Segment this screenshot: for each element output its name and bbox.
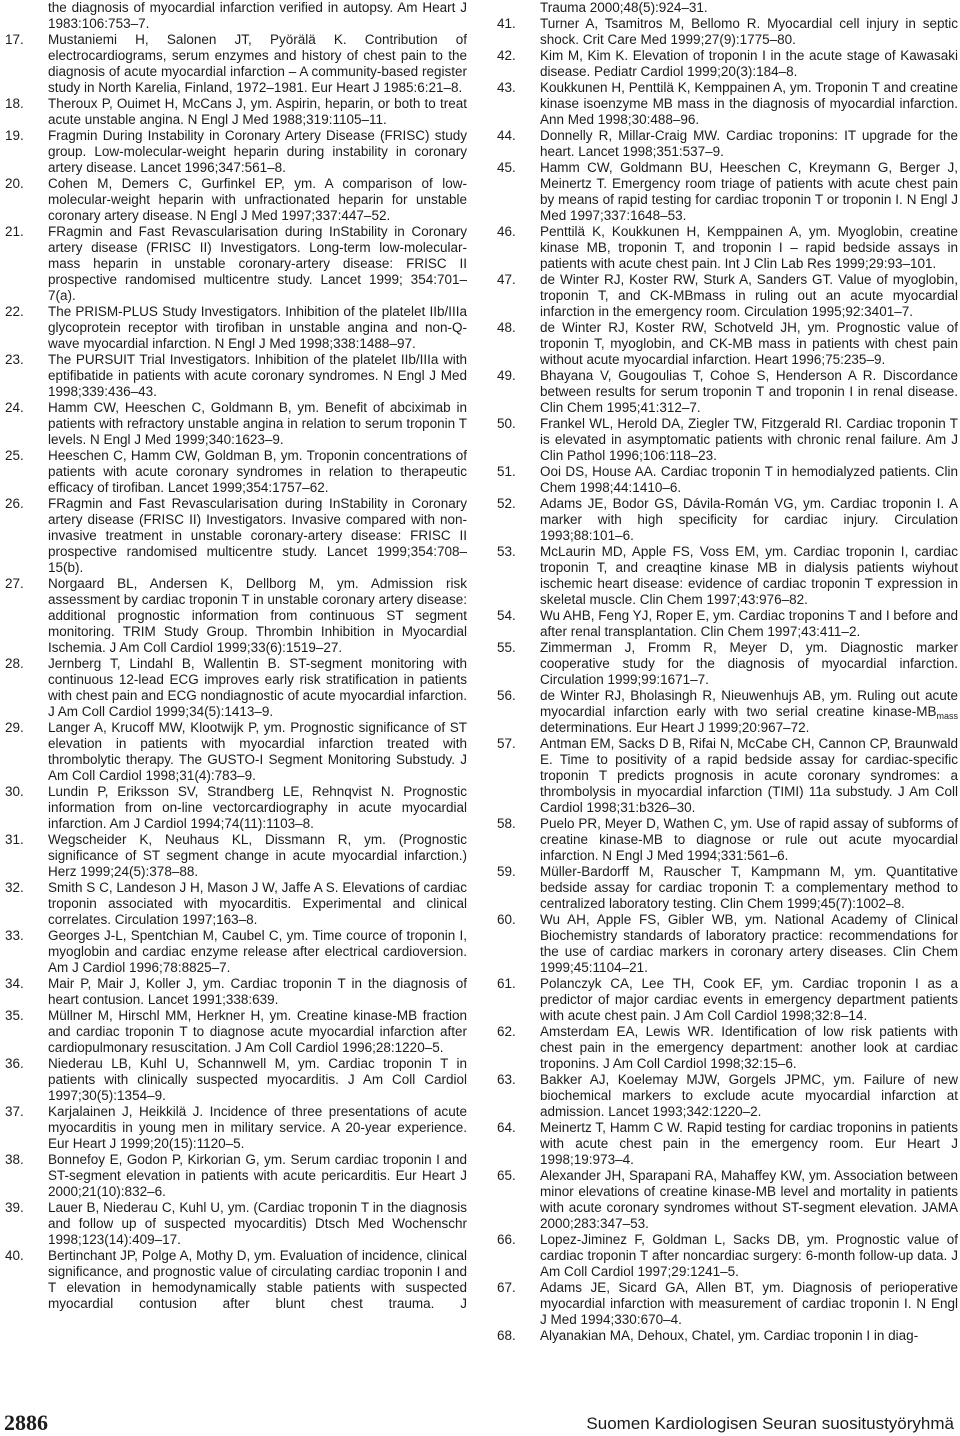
reference-item-29 — [5, 720, 467, 784]
reference-text: Fragmin During Instability in Coronary Artery Disease (FRISC) study group. Low-molecular-weight heparin during instability in coronary artery disease. Lancet 1996;347:561–8. — [48, 128, 467, 175]
reference-text: Adams JE, Bodor GS, Dávila-Román VG, ym. Cardiac troponin I. A marker with high specificity for cardiac injury. Circulation 1993;88:101–6. — [540, 496, 958, 543]
reference-number: 31. — [5, 832, 24, 847]
reference-text: Adams JE, Sicard GA, Allen BT, ym. Diagnosis of perioperative myocardial infarction with measurement of cardiac troponin I. N Engl J Med 1994;330:670–4. — [540, 1280, 958, 1327]
reference-item-26 — [5, 496, 467, 576]
reference-item-53 — [497, 544, 958, 608]
reference-text: FRagmin and Fast Revascularisation during InStability in Coronary artery disease (FRISC II) Investigators. Invasive compared with non-invasive treatment in unstable coronary-artery disease: FRISC II prospective randomised multicentre study. Lancet 1999;354:708–15(b). — [48, 496, 467, 575]
reference-number: 24. — [5, 400, 24, 415]
reference-number: 21. — [5, 224, 24, 239]
reference-item-64 — [497, 1120, 958, 1168]
reference-item-49 — [497, 368, 958, 416]
reference-number: 60. — [497, 912, 516, 927]
reference-text: Frankel WL, Herold DA, Ziegler TW, Fitzgerald RI. Cardiac troponin T is elevated in asymptomatic patients with chronic renal failure. Am J Clin Pathol 1996;106:118–23. — [540, 416, 958, 463]
reference-number: 51. — [497, 464, 516, 479]
reference-text: Puelo PR, Meyer D, Wathen C, ym. Use of rapid assay of subforms of creatine kinase-MB to diagnose or rule out acute myocardial infarction. N Engl J Med 1994;331:561–6. — [540, 816, 958, 863]
reference-text: Meinertz T, Hamm C W. Rapid testing for cardiac troponins in patients with acute chest pain in the emergency room. Eur Heart J 1998;19:973–4. — [540, 1120, 958, 1167]
reference-text: Müller-Bardorff M, Rauscher T, Kampmann M, ym. Quantitative bedside assay for cardiac troponin T: a complementary method to centralized laboratory testing. Clin Chem 1999;45(7):1002–8. — [540, 864, 958, 911]
reference-number: 44. — [497, 128, 516, 143]
reference-item-19 — [5, 128, 467, 176]
reference-number: 39. — [5, 1200, 24, 1215]
reference-number: 20. — [5, 176, 24, 191]
reference-number: 17. — [5, 32, 24, 47]
reference-item-17 — [5, 32, 467, 96]
reference-text: Heeschen C, Hamm CW, Goldman B, ym. Troponin concentrations of patients with acute coronary syndromes in relation to therapeutic efficacy of tirofiban. Lancet 1999;354:1757–62. — [48, 448, 467, 495]
reference-number: 50. — [497, 416, 516, 431]
reference-text: Bonnefoy E, Godon P, Kirkorian G, ym. Serum cardiac troponin I and ST-segment elevation in patients with acute pericarditis. Eur Heart J 2000;21(10):832–6. — [48, 1152, 467, 1199]
reference-number: 32. — [5, 880, 24, 895]
reference-item-31 — [5, 832, 467, 880]
reference-item-60 — [497, 912, 958, 976]
reference-number: 43. — [497, 80, 516, 95]
reference-text: Niederau LB, Kuhl U, Schannwell M, ym. Cardiac troponin T in patients with clinically suspected myocarditis. J Am Coll Cardiol 1997;30(5):1354–9. — [48, 1056, 467, 1103]
reference-number: 61. — [497, 976, 516, 991]
reference-number: 35. — [5, 1008, 24, 1023]
reference-item-30 — [5, 784, 467, 832]
reference-text: Wegscheider K, Neuhaus KL, Dissmann R, ym. (Prognostic significance of ST segment change in acute myocardial infarction.) Herz 1999;24(5):378–88. — [48, 832, 467, 879]
reference-continuation: the diagnosis of myocardial infarction verified in autopsy. Am Heart J 1983:106:753–7. — [48, 0, 467, 31]
reference-text: Bakker AJ, Koelemay MJW, Gorgels JPMC, ym. Failure of new biochemical markers to exclude acute myocardial infarction at admission. Lancet 1993;342:1220–2. — [540, 1072, 958, 1119]
reference-number: 52. — [497, 496, 516, 511]
reference-item-44 — [497, 128, 958, 160]
reference-item-25 — [5, 448, 467, 496]
reference-number: 33. — [5, 928, 24, 943]
reference-number: 49. — [497, 368, 516, 383]
reference-number: 36. — [5, 1056, 24, 1071]
reference-item-41 — [497, 16, 958, 48]
reference-number: 62. — [497, 1024, 516, 1039]
reference-number: 47. — [497, 272, 516, 287]
reference-number: 26. — [5, 496, 24, 511]
reference-item-68 — [497, 1328, 958, 1344]
reference-number: 45. — [497, 160, 516, 175]
reference-item-34 — [5, 976, 467, 1008]
reference-text: FRagmin and Fast Revascularisation during InStability in Coronary artery disease (FRISC II) Investigators. Long-term low-molecular-mass heparin in unstable coronary-artery disease: FRISC II prospective randomised multicentre study. Lancet 1999; 354:701–7(a). — [48, 224, 467, 303]
reference-column-left — [5, 0, 467, 1312]
reference-item-45 — [497, 160, 958, 224]
reference-item-27 — [5, 576, 467, 656]
reference-text: Lopez-Jiminez F, Goldman L, Sacks DB, ym. Prognostic value of cardiac troponin T after noncardiac surgery: 6-month follow-up data. J Am Coll Cardiol 1997;29:1241–5. — [540, 1232, 958, 1279]
reference-number: 68. — [497, 1328, 516, 1343]
reference-number: 34. — [5, 976, 24, 991]
reference-number: 48. — [497, 320, 516, 335]
reference-subscript: mass — [936, 711, 958, 721]
reference-item-23 — [5, 352, 467, 400]
reference-text: Donnelly R, Millar-Craig MW. Cardiac troponins: IT upgrade for the heart. Lancet 1998;351:537–9. — [540, 128, 958, 159]
reference-text: Norgaard BL, Andersen K, Dellborg M, ym. Admission risk assessment by cardiac troponin T in unstable coronary artery disease: additional prognostic information from continuous ST segment monitoring. TRIM Study Group. Thrombin Inhibition in Myocardial Ischemia. J Am Coll Cardiol 1999;33(6):1519–27. — [48, 576, 467, 655]
reference-number: 25. — [5, 448, 24, 463]
reference-text: Hamm CW, Goldmann BU, Heeschen C, Kreymann G, Berger J, Meinertz T. Emergency room triage of patients with acute chest pain by means of rapid testing for cardiac troponin T or troponin I. N Engl J Med 1997;337:1648–53. — [540, 160, 958, 223]
reference-text: Cohen M, Demers C, Gurfinkel EP, ym. A comparison of low-molecular-weight heparin with unfractionated heparin for unstable coronary artery disease. N Engl J Med 1997;337:447–52. — [48, 176, 467, 223]
reference-item-39 — [5, 1200, 467, 1248]
reference-item-63 — [497, 1072, 958, 1120]
reference-item-65 — [497, 1168, 958, 1232]
reference-item-48 — [497, 320, 958, 368]
reference-text: Bhayana V, Gougoulias T, Cohoe S, Henderson A R. Discordance between results for serum troponin T and troponin I in renal disease. Clin Chem 1995;41:312–7. — [540, 368, 958, 415]
reference-item-32 — [5, 880, 467, 928]
reference-item-40 — [5, 1248, 467, 1312]
reference-item-59 — [497, 864, 958, 912]
reference-item-61 — [497, 976, 958, 1024]
reference-number: 40. — [5, 1248, 24, 1263]
reference-item-33 — [5, 928, 467, 976]
reference-text: Georges J-L, Spentchian M, Caubel C, ym. Time cource of troponin I, myoglobin and cardiac enzyme release after electrical cardioversion. Am J Cardiol 1996;78:8825–7. — [48, 928, 467, 975]
reference-number: 22. — [5, 304, 24, 319]
reference-text: Lauer B, Niederau C, Kuhl U, ym. (Cardiac troponin T in the diagnosis and follow up of suspected myocarditis) Dtsch Med Wochenschr 1998;123(14):409–17. — [48, 1200, 467, 1247]
reference-number: 55. — [497, 640, 516, 655]
reference-number: 53. — [497, 544, 516, 559]
reference-text: Mustaniemi H, Salonen JT, Pyörälä K. Contribution of electrocardiograms, serum enzymes and history of chest pain to the diagnosis of acute myocardial infarction – A community-based register study in North Karelia, Finland, 1972–1981. Eur Heart J 1985:6:21–8. — [48, 32, 467, 95]
reference-text: Kim M, Kim K. Elevation of troponin I in the acute stage of Kawasaki disease. Pediatr Cardiol 1999;20(3):184–8. — [540, 48, 958, 79]
reference-item-52 — [497, 496, 958, 544]
reference-text: Bertinchant JP, Polge A, Mothy D, ym. Evaluation of incidence, clinical significance, and prognostic value of circulating cardiac troponin I and T elevation in hemodynamically stable patients with suspected myocardial contusion after blunt chest trauma. J — [48, 1248, 467, 1311]
reference-column-right — [497, 0, 958, 1344]
reference-text: Ooi DS, House AA. Cardiac troponin T in hemodialyzed patients. Clin Chem 1998;44:1410–6. — [540, 464, 958, 495]
reference-text: Polanczyk CA, Lee TH, Cook EF, ym. Cardiac troponin I as a predictor of major cardiac events in emergency department patients with acute chest pain. J Am Coll Cardiol 1998;32:8–14. — [540, 976, 958, 1023]
reference-number: 66. — [497, 1232, 516, 1247]
reference-text: Amsterdam EA, Lewis WR. Identification of low risk patients with chest pain in the emergency department: another look at cardiac troponins. J Am Coll Cardiol 1998;32:15–6. — [540, 1024, 958, 1071]
reference-number: 37. — [5, 1104, 24, 1119]
reference-number: 46. — [497, 224, 516, 239]
reference-number: 54. — [497, 608, 516, 623]
reference-item-20 — [5, 176, 467, 224]
reference-item-57 — [497, 736, 958, 816]
reference-item-58 — [497, 816, 958, 864]
page-number: 2886 — [4, 1410, 48, 1435]
reference-number: 30. — [5, 784, 24, 799]
reference-text: Lundin P, Eriksson SV, Strandberg LE, Rehnqvist N. Prognostic information from on-line vectorcardiography in acute myocardial infarction. Am J Cardiol 1994;74(11):1103–8. — [48, 784, 467, 831]
reference-item-54 — [497, 608, 958, 640]
reference-item-50 — [497, 416, 958, 464]
reference-item-21 — [5, 224, 467, 304]
reference-item-46 — [497, 224, 958, 272]
reference-number: 41. — [497, 16, 516, 31]
reference-number: 59. — [497, 864, 516, 879]
reference-number: 38. — [5, 1152, 24, 1167]
reference-text: de Winter RJ, Koster RW, Schotveld JH, ym. Prognostic value of troponin T, myoglobin, and CK-MB mass in patients with chest pain without acute myocardial infarction. Heart 1996;75:235–9. — [540, 320, 958, 367]
reference-text: Turner A, Tsamitros M, Bellomo R. Myocardial cell injury in septic shock. Crit Care Med 1999;27(9):1775–80. — [540, 16, 958, 47]
reference-number: 67. — [497, 1280, 516, 1295]
reference-item-28 — [5, 656, 467, 720]
reference-text: Zimmerman J, Fromm R, Meyer D, ym. Diagnostic marker cooperative study for the diagnosis of myocardial infarction. Circulation 1999;99:1671–7. — [540, 640, 958, 687]
reference-text: The PURSUIT Trial Investigators. Inhibition of the platelet IIb/IIIa with eptifibatide in patients with acute coronary syndromes. N Engl J Med 1998;339:436–43. — [48, 352, 467, 399]
reference-text: Penttilä K, Koukkunen H, Kemppainen A, ym. Myoglobin, creatine kinase MB, troponin T, and troponin I – rapid bedside assays in patients with acute chest pain. Int J Clin Lab Res 1999;29:93–101. — [540, 224, 958, 271]
reference-item-42 — [497, 48, 958, 80]
reference-number: 27. — [5, 576, 24, 591]
reference-number: 19. — [5, 128, 24, 143]
reference-item-47 — [497, 272, 958, 320]
reference-text: Mair P, Mair J, Koller J, ym. Cardiac troponin T in the diagnosis of heart contusion. Lancet 1991;338:639. — [48, 976, 467, 1007]
reference-item-36 — [5, 1056, 467, 1104]
reference-item-38 — [5, 1152, 467, 1200]
reference-number: 42. — [497, 48, 516, 63]
reference-number: 23. — [5, 352, 24, 367]
reference-item-37 — [5, 1104, 467, 1152]
reference-text: Smith S C, Landeson J H, Mason J W, Jaffe A S. Elevations of cardiac troponin associated with myocarditis. Experimental and clinical correlates. Circulation 1997;163–8. — [48, 880, 467, 927]
reference-text: Hamm CW, Heeschen C, Goldmann B, ym. Benefit of abciximab in patients with refractory unstable angina in relation to serum troponin T levels. N Engl J Med 1999;340:1623–9. — [48, 400, 467, 447]
reference-text: de Winter RJ, Bholasingh R, Nieuwenhujs AB, ym. Ruling out acute myocardial infarction early with two serial creatine kinase-MB — [540, 688, 958, 719]
reference-item-66 — [497, 1232, 958, 1280]
reference-item-56 — [497, 688, 958, 736]
reference-text: Langer A, Krucoff MW, Klootwijk P, ym. Prognostic significance of ST elevation in patients with myocardial infarction treated with thrombolytic therapy. The GUSTO-I Segment Monitoring Substudy. J Am Coll Cardiol 1998;31(4):783–9. — [48, 720, 467, 783]
reference-text: Wu AH, Apple FS, Gibler WB, ym. National Academy of Clinical Biochemistry standards of laboratory practice: recommendations for the use of cardiac markers in coronary artery diseases. Clin Chem 1999;45:1104–21. — [540, 912, 958, 975]
reference-text: Karjalainen J, Heikkilä J. Incidence of three presentations of acute myocarditis in young men in military service. A 20-year experience. Eur Heart J 1999;20(15):1120–5. — [48, 1104, 467, 1151]
reference-text: Alexander JH, Sparapani RA, Mahaffey KW, ym. Association between minor elevations of creatine kinase-MB level and mortality in patients with acute coronary syndromes without ST-segment elevation. JAMA 2000;283:347–53. — [540, 1168, 958, 1231]
reference-item-35 — [5, 1008, 467, 1056]
reference-text: Jernberg T, Lindahl B, Wallentin B. ST-segment monitoring with continuous 12-lead ECG improves early risk stratification in patients with chest pain and ECG nondiagnostic of acute myocardial infarction. J Am Coll Cardiol 1999;34(5):1413–9. — [48, 656, 467, 719]
reference-item-24 — [5, 400, 467, 448]
reference-number: 57. — [497, 736, 516, 751]
reference-number: 18. — [5, 96, 24, 111]
reference-number: 29. — [5, 720, 24, 735]
reference-text-after: determinations. Eur Heart J 1999;20:967–72. — [540, 720, 810, 735]
reference-item-22 — [5, 304, 467, 352]
reference-number: 65. — [497, 1168, 516, 1183]
reference-item-55 — [497, 640, 958, 688]
reference-text: McLaurin MD, Apple FS, Voss EM, ym. Cardiac troponin I, cardiac troponin T, and creaqtine kinase MB in dialysis patients wiyhout ischemic heart disease: evidence of cardiac troponin T expression in skeletal muscle. Clin Chem 1997;43:976–82. — [540, 544, 958, 607]
reference-text: Alyanakian MA, Dehoux, Chatel, ym. Cardiac troponin I in diag- — [540, 1328, 919, 1343]
reference-text: Theroux P, Ouimet H, McCans J, ym. Aspirin, heparin, or both to treat acute unstable angina. N Engl J Med 1988;319:1105–11. — [48, 96, 467, 127]
reference-text: de Winter RJ, Koster RW, Sturk A, Sanders GT. Value of myoglobin, troponin T, and CK-MBmass in ruling out an acute myocardial infarction in the emergency room. Circulation 1995;92:3401–7. — [540, 272, 958, 319]
reference-number: 63. — [497, 1072, 516, 1087]
reference-number: 58. — [497, 816, 516, 831]
running-footer-title: Suomen Kardiologisen Seuran suositustyöryhmä — [586, 1414, 954, 1433]
reference-continuation: Trauma 2000;48(5):924–31. — [540, 0, 708, 15]
reference-number: 56. — [497, 688, 516, 703]
reference-number: 28. — [5, 656, 24, 671]
reference-text: Wu AHB, Feng YJ, Roper E, ym. Cardiac troponins T and I before and after renal transplantation. Clin Chem 1997;43:411–2. — [540, 608, 958, 639]
reference-item-51 — [497, 464, 958, 496]
reference-text: Koukkunen H, Penttilä K, Kemppainen A, ym. Troponin T and creatine kinase isoenzyme MB mass in the diagnosis of myocardial infarction. Ann Med 1998;30:488–96. — [540, 80, 958, 127]
reference-text: Müllner M, Hirschl MM, Herkner H, ym. Creatine kinase-MB fraction and cardiac troponin T to diagnose acute myocardial infarction after cardiopulmonary resuscitation. J Am Coll Cardiol 1996;28:1220–5. — [48, 1008, 467, 1055]
reference-number: 64. — [497, 1120, 516, 1135]
reference-item-67 — [497, 1280, 958, 1328]
reference-item-18 — [5, 96, 467, 128]
reference-item-43 — [497, 80, 958, 128]
reference-text: The PRISM-PLUS Study Investigators. Inhibition of the platelet IIb/IIIa glycoprotein receptor with tirofiban in unstable angina and non-Q-wave myocardial infarction. N Engl J Med 1998;338:1488–97. — [48, 304, 467, 351]
reference-item-62 — [497, 1024, 958, 1072]
reference-text: Antman EM, Sacks D B, Rifai N, McCabe CH, Cannon CP, Braunwald E. Time to positivity of a rapid bedside assay for cardiac-specific troponin T predicts prognosis in acute coronary syndromes: a thrombolysis in myocardial infarction (TIMI) 11a substudy. J Am Coll Cardiol 1998;31:b326–30. — [540, 736, 958, 815]
